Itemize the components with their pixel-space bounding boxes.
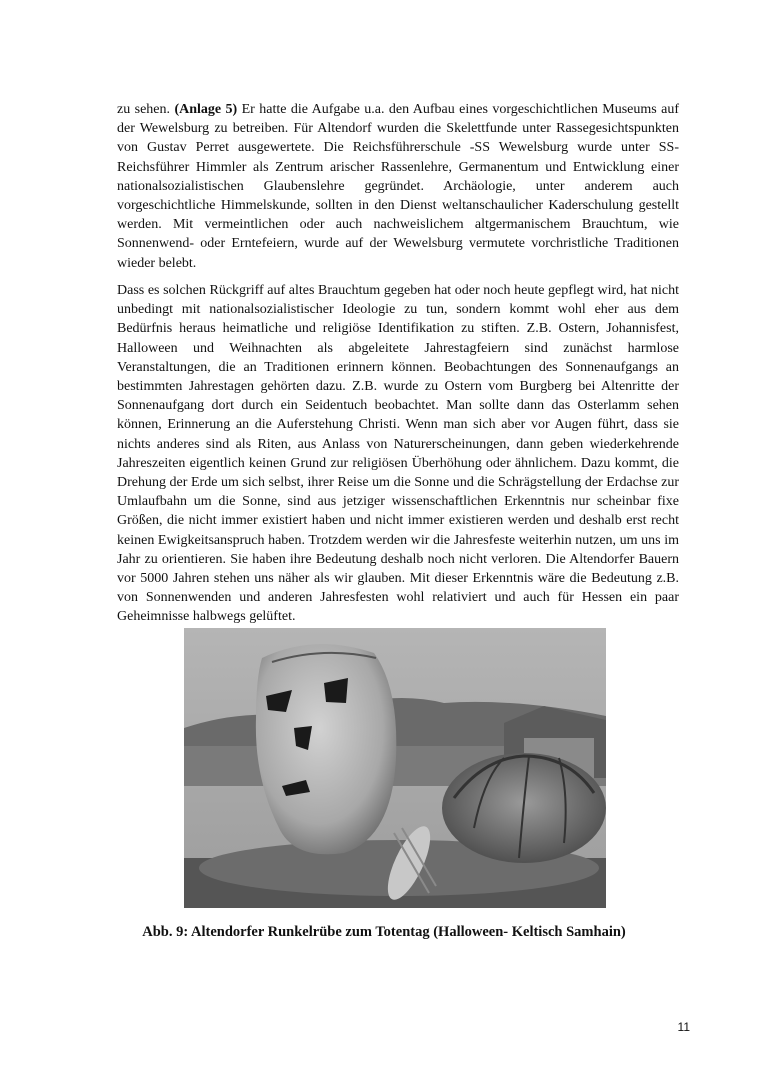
- pumpkin: [442, 753, 606, 863]
- page-number: 11: [677, 1020, 690, 1034]
- paragraph-1-start: zu sehen.: [117, 102, 175, 117]
- appendix-reference: (Anlage 5): [174, 102, 238, 117]
- body-paragraph-2: Dass es solchen Rückgriff auf altes Brauchtum gegeben hat oder noch heute gepflegt wird, hat nicht unbedingt mit nationalsozialistischer Ideologie zu tun, sondern kommt wohl eher aus dem Bedürfnis heraus heimatliche und religiöse Identifikation zu stiften. Z.B. Ostern, Johannisfest, Halloween und Weihnachten als abgeleitete Jahrestagfeiern sind zunächst harmlose Veranstaltungen, die an Traditionen erinnern können. Beobachtungen des Sonnenaufgangs an bestimmten Jahrestagen gehörten dazu. Z.B. wurde zu Ostern vom Burgberg bei Altenritte der Sonnenaufgang dort durch ein Seidentuch beobachtet. Man sollte dann das Osterlamm sehen können, Erinnerung an die Auferstehung Christi. Wenn man sich aber vor Augen führt, dass sie nichts anderes sind als Riten, aus Anlass von Naturerscheinungen, dann geben wiederkehrende Jahreszeiten eigentlich keinen Grund zur religiösen Überhöhung oder ähnlichem. Dazu kommt, die Drehung der Erde um sich selbst, ihrer Reise um die Sonne und die Schrägstellung der Erdachse zur Umlaufbahn um die Sonne, sind aus jetziger wissenschaftlichen Erkenntnis nur scheinbar fixe Größen, die nicht immer existiert haben und nicht immer existieren werden und deshalb erst recht keinen Ewigkeitsanspruch haben. Trotzdem werden wir die Jahresfeste weiterhin nutzen, um uns im Jahr zu orientieren. Sie haben ihre Bedeutung deshalb noch nicht verloren. Die Altendorfer Bauern vor 5000 Jahren stehen uns näher als wir glauben. Mit dieser Erkenntnis wäre die Bedeutung z.B. von Sonnenwenden und anderen Jahresfesten wohl relativiert und auch für Hessen ein paar Geheimnisse halbwegs gelüftet.: [117, 283, 679, 625]
- turnip-lantern-photo: [184, 628, 606, 908]
- paragraph-1-rest: Er hatte die Aufgabe u.a. den Aufbau eines vorgeschichtlichen Museums auf der Wewelsburg zu betreiben. Für Altendorf wurden die Skelettfunde unter Rassegesichtspunkten von Gustav Perret ausgewertete. Die Reichsführerschule -SS Wewelsburg wurde unter SS-Reichsführer Himmler als Zentrum arischer Rassenlehre, Germanentum und Entwicklung einer nationalsozialistischen Glaubenslehre gegründet. Archäologie, unter anderem auch vorgeschichtliche Himmelskunde, sollten in den Dienst weltanschaulicher Kaderschulung gestellt werden. Mit vermeintlichen oder auch nachweislichem altgermanischem Brauchtum, wie Sonnenwend- oder Erntefeiern, wurde auf der Wewelsburg vermutete vorchristliche Traditionen wieder belebt.: [117, 102, 679, 271]
- figure-caption: Abb. 9: Altendorfer Runkelrübe zum Totentag (Halloween- Keltisch Samhain): [142, 924, 626, 940]
- body-paragraph-1: [117, 100, 679, 273]
- turnip-lantern: [256, 644, 396, 854]
